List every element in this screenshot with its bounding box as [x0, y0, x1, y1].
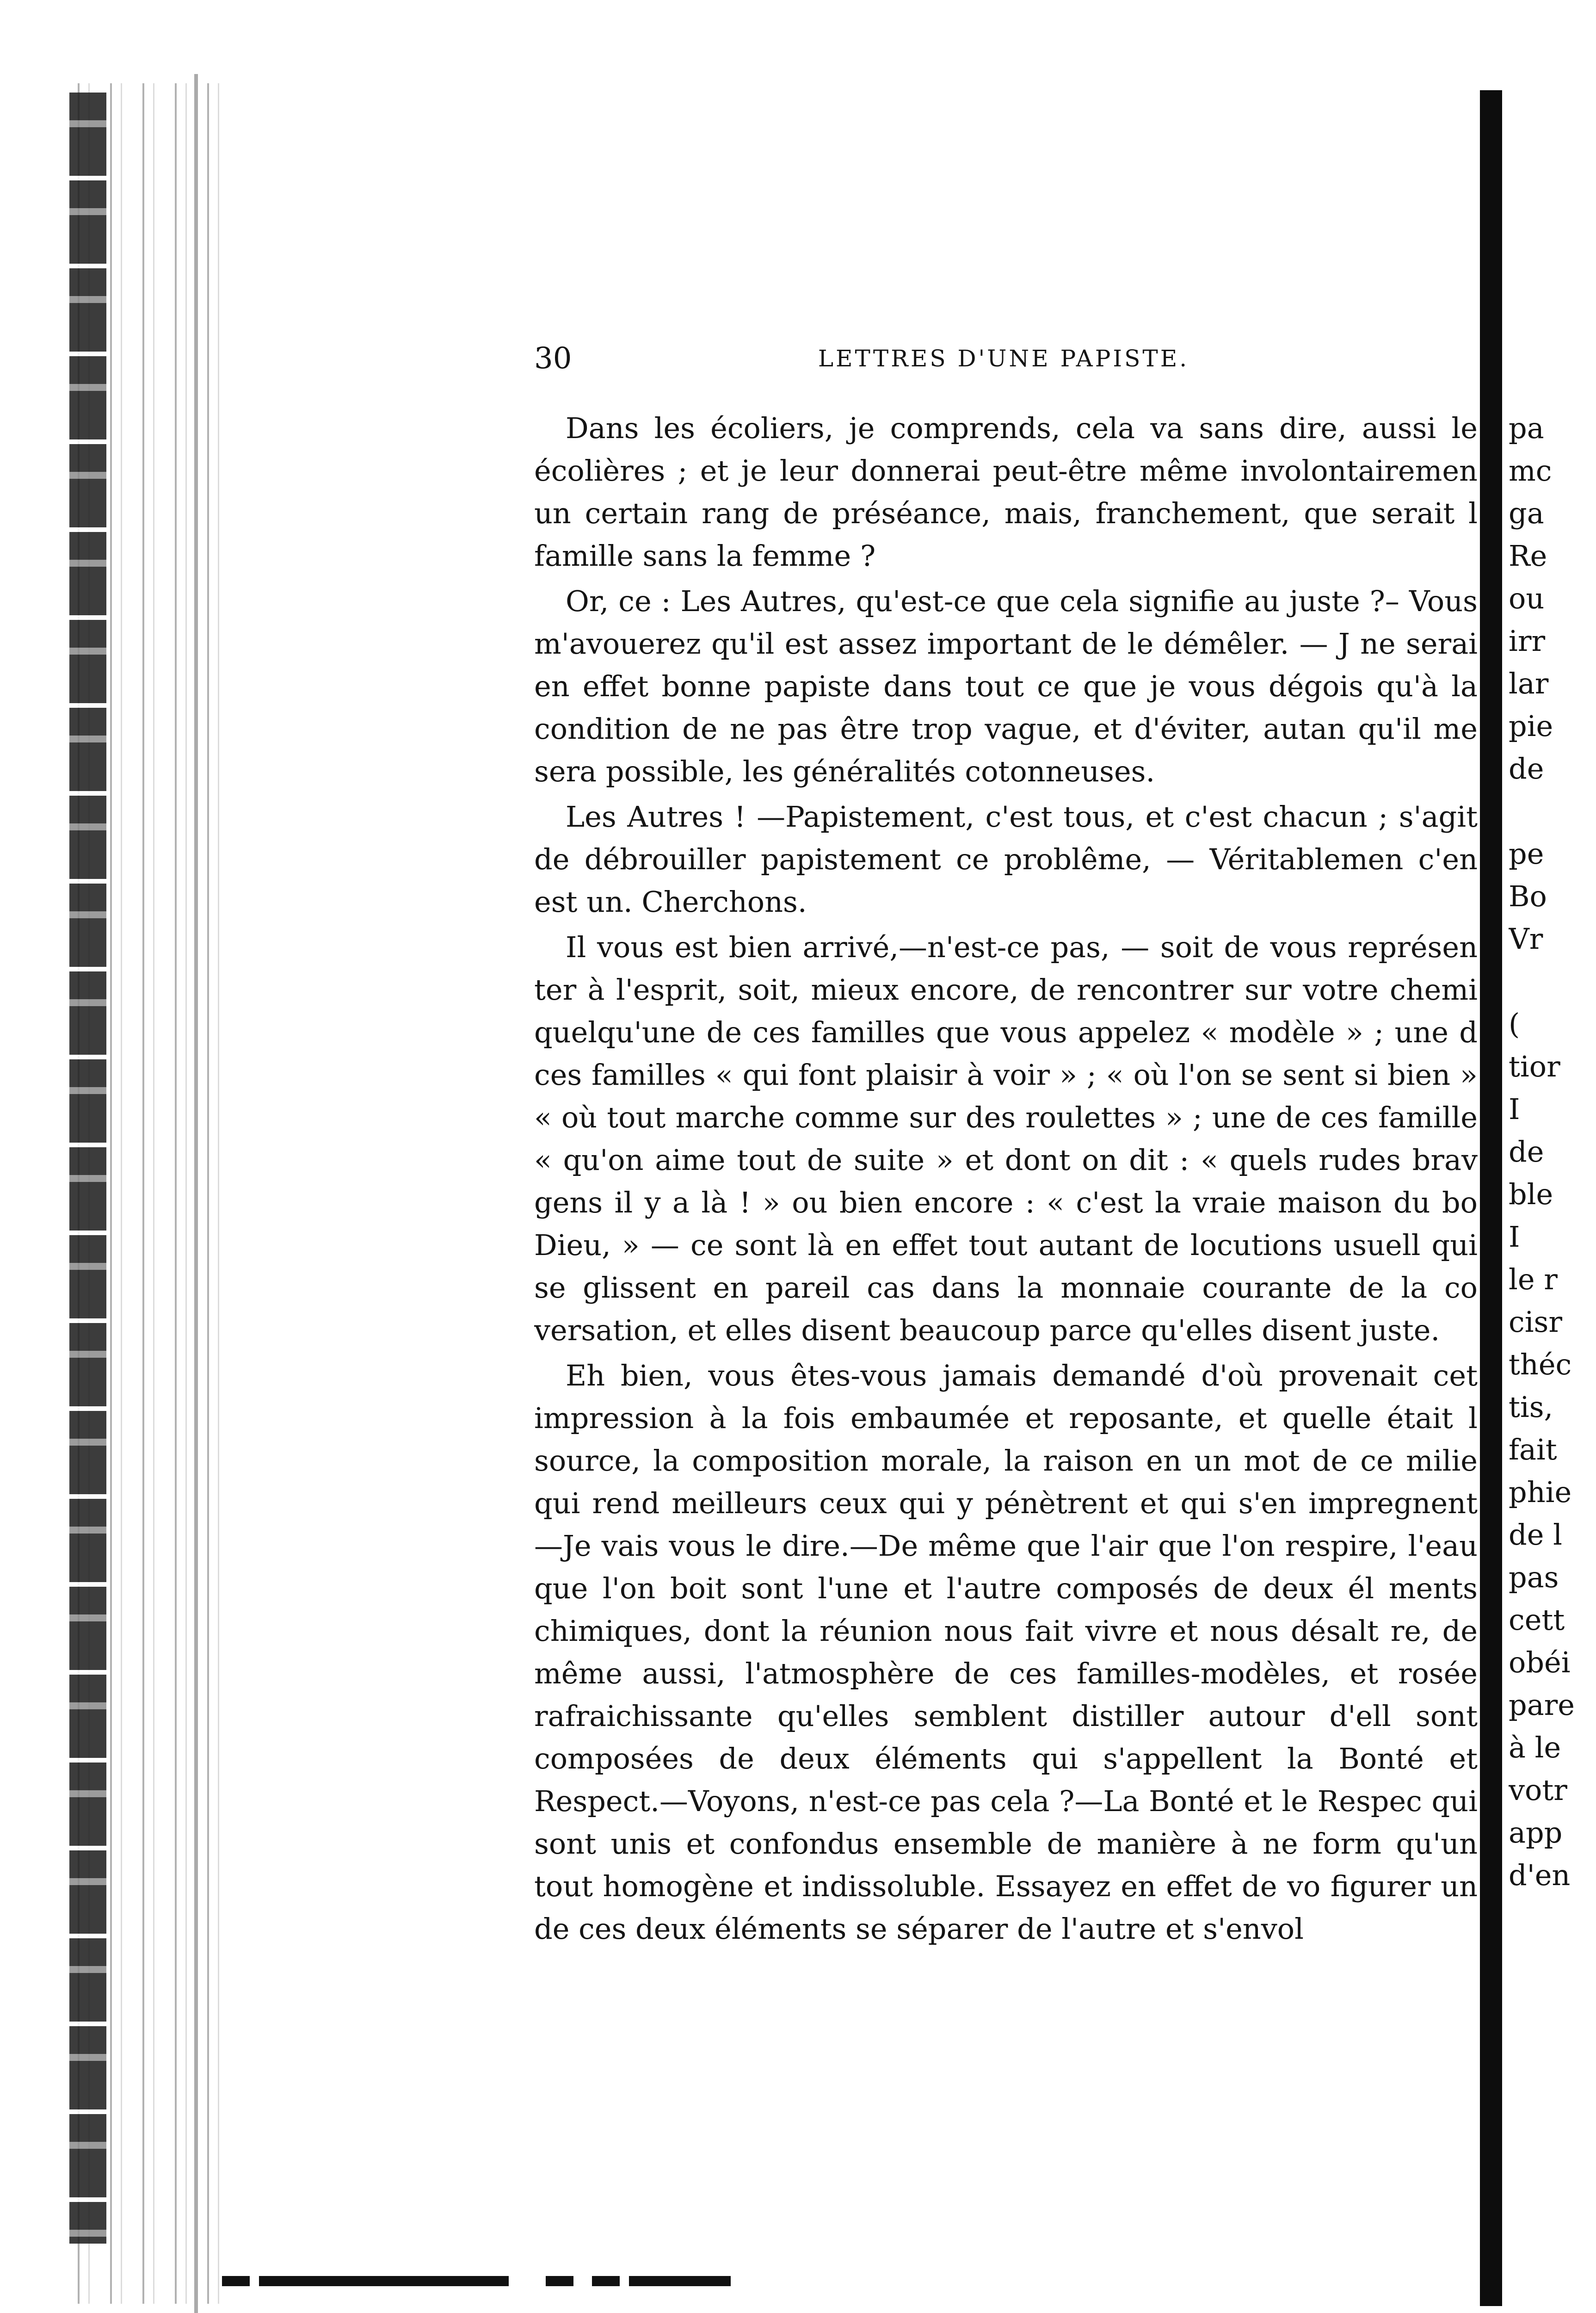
facing-page-line: pas	[1509, 1560, 1559, 1594]
facing-page-line: ble	[1509, 1177, 1553, 1211]
binding-edge-line	[194, 74, 198, 2313]
paragraph: Les Autres ! —Papistement, c'est tous, et c'est chacun ; s'agit de débrouiller papistement ce problême, — Véritablemen c'en est un. Cherchons.	[534, 800, 1478, 919]
facing-page-line: I	[1509, 1092, 1520, 1126]
facing-page-edge	[1480, 90, 1502, 2306]
facing-page-line: (	[1509, 1007, 1520, 1041]
paragraph: Il vous est bien arrivé,—n'est-ce pas, — soit de vous représen ter à l'esprit, soit, mieux encore, de rencontrer sur votre chemi quelqu'une de ces familles que vous appelez « modèle » ; une d ces familles « qui font plaisir à voir » ; « où l'on se sent si bien » « où tout marche comme sur des roulettes » ; une de ces famille « qu'on aime tout de suite » et dont on dit : « quels rudes brav gens il y a là ! » ou bien encore : « c'est la vraie maison du bo Dieu, » — ce sont là en effet tout autant de locutions usuell qui se glissent en pareil cas dans la monnaie courante de la co versation, et elles disent beaucoup parce qu'elles disent juste.	[534, 930, 1478, 1347]
facing-page-line: app	[1509, 1816, 1563, 1849]
paragraph: Dans les écoliers, je comprends, cela va sans dire, aussi le écolières ; et je leur donnerai peut-être même involontairemen un certain rang de préséance, mais, franchement, que serait l famille sans la femme ?	[534, 411, 1478, 573]
facing-page-line: lar	[1509, 667, 1549, 700]
facing-page-line: obéi	[1509, 1645, 1571, 1679]
facing-page-line: irr	[1509, 624, 1546, 658]
facing-page-line: d'en	[1509, 1858, 1571, 1892]
binding-shadow	[69, 93, 106, 2244]
paragraph: Or, ce : Les Autres, qu'est-ce que cela signifie au juste ?– Vous m'avouerez qu'il est assez important de le démêler. — J ne serai en effet bonne papiste dans tout ce que je vous dégois qu'à la condition de ne pas être trop vague, et d'éviter, autan qu'il me sera possible, les généralités cotonneuses.	[534, 584, 1478, 788]
facing-page-line: à le	[1509, 1731, 1561, 1764]
body-text	[534, 407, 1478, 2156]
facing-page-line: pie	[1509, 709, 1553, 743]
facing-page-line: Vr	[1509, 922, 1543, 956]
facing-page-line: pa	[1509, 411, 1544, 445]
facing-page-line: théc	[1509, 1348, 1572, 1381]
facing-page-line: de l	[1509, 1518, 1562, 1552]
facing-page-line: Re	[1509, 539, 1547, 573]
facing-page-line: cett	[1509, 1603, 1565, 1637]
facing-page-line: pare	[1509, 1688, 1575, 1722]
facing-page-line: de	[1509, 752, 1544, 785]
facing-page-line: le r	[1509, 1262, 1558, 1296]
facing-page-line: votr	[1509, 1773, 1567, 1807]
facing-page-fragments	[1509, 407, 1596, 2211]
facing-page-line: cisr	[1509, 1305, 1563, 1339]
paragraph: Eh bien, vous êtes-vous jamais demandé d'où provenait cet impression à la fois embaumée et reposante, et quelle était l source, la composition morale, la raison en un mot de ce milie qui rend meilleurs ceux qui y pénètrent et qui s'en impregnent —Je vais vous le dire.—De même que l'air que l'on respire, l'eau que l'on boit sont l'une et l'autre composés de deux él ments chimiques, dont la réunion nous fait vivre et nous désalt re, de même aussi, l'atmosphère de ces familles-modèles, et rosée rafraichissante qu'elles semblent distiller autour d'ell sont composées de deux éléments qui s'appellent la Bonté et Respect.—Voyons, n'est-ce pas cela ?—La Bonté et le Respec qui sont unis et confondus ensemble de manière à ne form qu'un tout homogène et indissoluble. Essayez en effet de vo figurer un de ces deux éléments se séparer de l'autre et s'envol	[534, 1359, 1478, 1946]
running-title: LETTRES D'UNE PAPISTE.	[818, 345, 1189, 372]
facing-page-line: pe	[1509, 837, 1544, 871]
facing-page-line: phie	[1509, 1475, 1572, 1509]
running-head	[534, 338, 1473, 379]
facing-page-line: mc	[1509, 454, 1552, 488]
facing-page-line: ou	[1509, 581, 1545, 615]
facing-page-line: tior	[1509, 1050, 1560, 1083]
facing-page-line: I	[1509, 1220, 1520, 1254]
facing-page-line: tis,	[1509, 1390, 1553, 1424]
page-number: 30	[534, 341, 572, 376]
facing-page-line: Bo	[1509, 879, 1547, 913]
facing-page-line: ga	[1509, 496, 1544, 530]
facing-page-line: fait	[1509, 1433, 1557, 1466]
bottom-scan-artifact	[222, 2276, 731, 2286]
facing-page-line: de	[1509, 1135, 1544, 1169]
